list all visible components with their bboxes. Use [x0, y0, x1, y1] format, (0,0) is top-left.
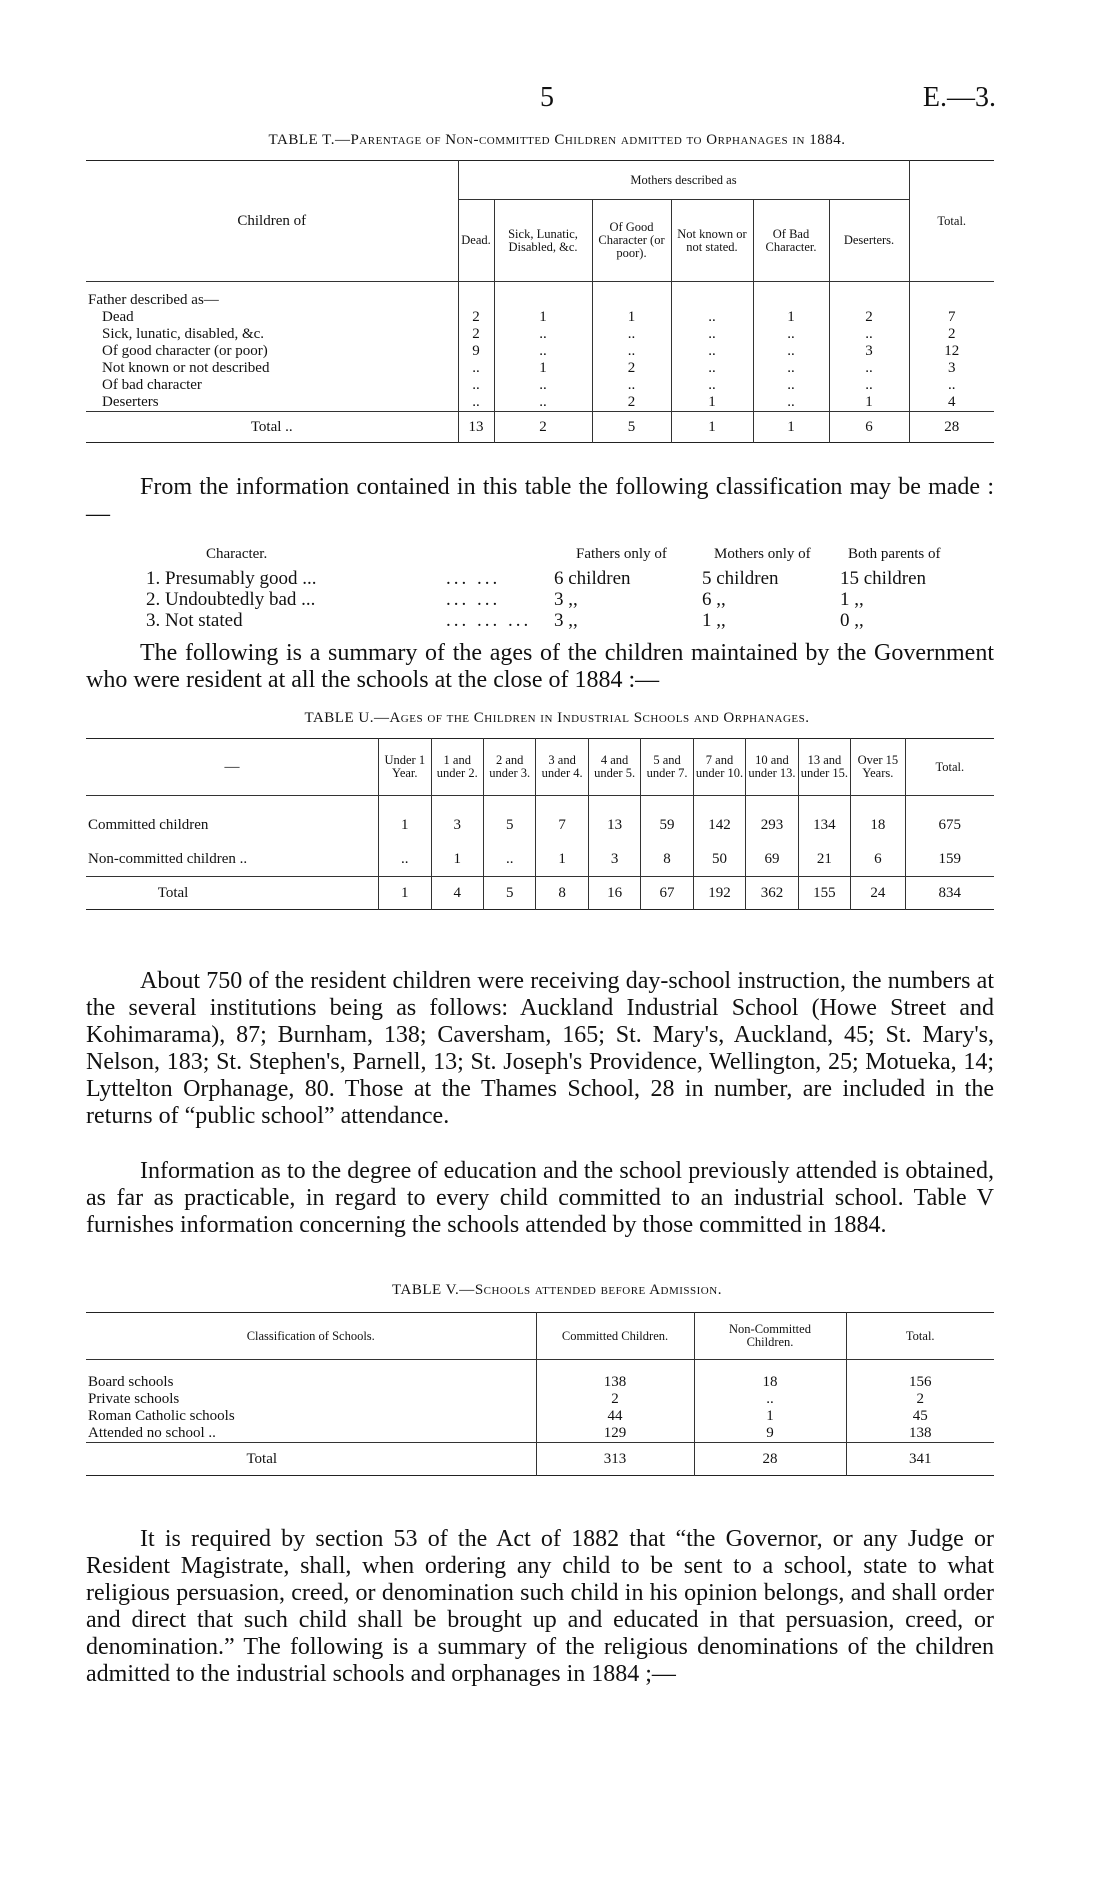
- table-v-non-committed: ..: [694, 1391, 846, 1408]
- classification-label: 2. Undoubtedly bad ...: [146, 589, 316, 610]
- table-v-total-committed: 313: [536, 1443, 694, 1476]
- table-t-row-total: 2: [909, 326, 994, 343]
- table-t-total-cell: 5: [592, 412, 671, 443]
- classification-fathers: 3 ,,: [554, 610, 578, 631]
- table-t-row-label: Not known or not described: [102, 360, 270, 376]
- table-t-total-cell: 1: [753, 412, 829, 443]
- table-row: [86, 309, 994, 326]
- table-t-cell: 1: [671, 394, 753, 412]
- table-u-column-header: Over 15 Years.: [851, 739, 905, 796]
- table-u-total-cell: 24: [851, 877, 905, 910]
- table-t-cell: ..: [753, 377, 829, 394]
- table-v-column-header: Committed Children.: [536, 1313, 694, 1360]
- table-u-cell: 6: [851, 842, 905, 877]
- table-v-grand-total: 341: [846, 1443, 994, 1476]
- table-u-total-header: Total.: [905, 739, 994, 796]
- table-u-title: TABLE U.—Ages of the Children in Industrial Schools and Orphanages.: [304, 710, 810, 726]
- table-v: [86, 1312, 994, 1476]
- table-u-column-header: 2 and under 3.: [483, 739, 535, 796]
- table-v-committed: 2: [536, 1391, 694, 1408]
- table-v-non-committed: 9: [694, 1425, 846, 1443]
- table-u-cell: ..: [483, 842, 535, 877]
- empty-cell: [671, 282, 753, 310]
- classification-fathers: 3 ,,: [554, 589, 578, 610]
- table-u-cell: 8: [641, 842, 693, 877]
- classification-mothers: 1 ,,: [702, 610, 726, 631]
- table-u-total-cell: 1: [379, 877, 431, 910]
- table-v-title: TABLE V.—Schools attended before Admission.: [392, 1282, 722, 1298]
- table-t: [86, 160, 994, 443]
- table-t-row-label: Sick, lunatic, disabled, &c.: [102, 326, 265, 342]
- classification-dots: ... ...: [446, 589, 501, 610]
- classification-dots: ... ...: [446, 568, 501, 589]
- table-v-row-label: Private schools: [88, 1391, 180, 1407]
- empty-cell: [458, 282, 494, 310]
- table-t-cell: 1: [494, 360, 592, 377]
- table-u-cell: 69: [746, 842, 798, 877]
- classification-both: 0 ,,: [840, 610, 864, 631]
- table-row: [86, 282, 994, 310]
- table-v-row-label: Attended no school ..: [88, 1425, 216, 1441]
- paragraph-1: From the information contained in this table the following classification may be made :—: [86, 474, 994, 527]
- table-v-total-label: Total: [246, 1450, 278, 1467]
- table-t-column-header: Of Good Character (or poor).: [592, 200, 671, 282]
- table-t-row-total: 12: [909, 343, 994, 360]
- table-u-cell: 1: [431, 842, 483, 877]
- table-row: [86, 360, 994, 377]
- table-v-row-total: 45: [846, 1408, 994, 1425]
- table-row: [86, 394, 994, 412]
- table-t-cell: ..: [671, 360, 753, 377]
- table-t-cell: 2: [458, 326, 494, 343]
- table-v-total-row: [86, 1443, 994, 1476]
- table-t-column-header: Of Bad Character.: [753, 200, 829, 282]
- table-t-column-header: Deserters.: [829, 200, 909, 282]
- table-t-cell: ..: [671, 343, 753, 360]
- table-t-row-label: Of good character (or poor): [102, 343, 268, 359]
- table-row: [86, 326, 994, 343]
- classification-both: 1 ,,: [840, 589, 864, 610]
- table-t-total-row: [86, 412, 994, 443]
- table-t-cell: 3: [829, 343, 909, 360]
- empty-cell: [909, 282, 994, 310]
- table-t-grand-total: 28: [909, 412, 994, 443]
- table-u-cell: 142: [693, 796, 745, 843]
- table-t-cell: ..: [494, 394, 592, 412]
- table-t-cell: ..: [671, 377, 753, 394]
- table-u-total-cell: 16: [588, 877, 640, 910]
- table-t-row-header: Children of: [237, 212, 307, 229]
- table-v-committed: 129: [536, 1425, 694, 1443]
- table-v-non-committed: 1: [694, 1408, 846, 1425]
- classification-header: Fathers only of: [576, 546, 667, 562]
- classification-dots: ... ... ...: [446, 610, 532, 631]
- table-t-cell: 1: [592, 309, 671, 326]
- table-t-title: TABLE T.—Parentage of Non-committed Children admitted to Orphanages in 1884.: [268, 132, 846, 148]
- table-u-cell: 134: [798, 796, 850, 843]
- table-row: [86, 343, 994, 360]
- table-u-cell: 18: [851, 796, 905, 843]
- table-t-cell: 2: [592, 394, 671, 412]
- table-v-committed: 44: [536, 1408, 694, 1425]
- classification-both: 15 children: [840, 568, 927, 589]
- table-t-total-cell: 6: [829, 412, 909, 443]
- table-t-total-header: Total.: [909, 161, 994, 282]
- table-u-row-total: 675: [905, 796, 994, 843]
- table-u-total-cell: 192: [693, 877, 745, 910]
- empty-cell: [829, 282, 909, 310]
- table-t-total-cell: 1: [671, 412, 753, 443]
- table-v-row-total: 138: [846, 1425, 994, 1443]
- table-t-cell: 2: [458, 309, 494, 326]
- classification-label: 1. Presumably good ...: [146, 568, 317, 589]
- table-u-column-header: Under 1 Year.: [379, 739, 431, 796]
- table-t-cell: ..: [458, 394, 494, 412]
- table-t-cell: ..: [592, 343, 671, 360]
- table-u-column-header: 4 and under 5.: [588, 739, 640, 796]
- table-u-cell: 5: [483, 796, 535, 843]
- table-t-row-total: ..: [909, 377, 994, 394]
- table-u-cell: 3: [588, 842, 640, 877]
- table-v-committed: 138: [536, 1360, 694, 1392]
- table-v-non-committed: 18: [694, 1360, 846, 1392]
- table-u-grand-total: 834: [905, 877, 994, 910]
- table-v-row-label: Board schools: [88, 1374, 174, 1390]
- classification-fathers: 6 children: [554, 568, 631, 589]
- classification-label: 3. Not stated: [146, 610, 243, 631]
- table-u-total-cell: 155: [798, 877, 850, 910]
- table-u-total-row: [86, 877, 994, 910]
- table-t-cell: 1: [753, 309, 829, 326]
- table-v-row-label: Roman Catholic schools: [88, 1408, 235, 1424]
- table-row: [86, 842, 994, 877]
- table-u-column-header: 1 and under 2.: [431, 739, 483, 796]
- table-t-row-label: Deserters: [102, 394, 159, 410]
- table-t-cell: 9: [458, 343, 494, 360]
- table-t-cell: 2: [592, 360, 671, 377]
- table-t-cell: ..: [671, 326, 753, 343]
- table-u-column-header: 3 and under 4.: [536, 739, 588, 796]
- paragraph-5: It is required by section 53 of the Act of 1882 that “the Governor, or any Judge or Resident Magistrate, shall, when ordering any child to be sent to a school, state to what religious persuasion, creed, or denomination such child in his opinion belongs, and shall order and direct that such child shall be brought up and educated in that persuasion, creed, or denomination.” The following is a summary of the religious denominations of the children admitted to the industrial schools and orphanages in 1884 ;—: [86, 1526, 994, 1687]
- table-u-cell: 59: [641, 796, 693, 843]
- table-v-row-total: 2: [846, 1391, 994, 1408]
- table-t-cell: ..: [494, 343, 592, 360]
- table-v-column-header: Classification of Schools.: [246, 1328, 375, 1343]
- table-t-cell: 2: [829, 309, 909, 326]
- classification-mothers: 6 ,,: [702, 589, 726, 610]
- table-t-row-total: 4: [909, 394, 994, 412]
- table-row: [86, 377, 994, 394]
- table-u-column-header: 10 and under 13.: [746, 739, 798, 796]
- table-t-cell: 1: [494, 309, 592, 326]
- table-t-group-header: Mothers described as: [458, 161, 909, 200]
- table-t-section-label: Father described as—: [88, 292, 219, 308]
- table-row: [86, 1391, 994, 1408]
- table-t-column-header: Not known or not stated.: [671, 200, 753, 282]
- table-t-row-label: Dead: [102, 309, 134, 325]
- classification-table: [86, 546, 994, 636]
- document-reference: E.—3.: [922, 82, 996, 113]
- paragraph-4: Information as to the degree of education and the school previously attended is obtained, as far as practicable, in regard to every child committed to an industrial school. Table V furnishes information concerning the schools attended by those committed in 1884.: [86, 1158, 994, 1238]
- classification-header: Character.: [206, 546, 268, 562]
- table-u-cell: 1: [536, 842, 588, 877]
- table-t-cell: ..: [592, 326, 671, 343]
- table-t-cell: ..: [753, 360, 829, 377]
- table-v-column-header: Total.: [846, 1313, 994, 1360]
- table-t-row-total: 7: [909, 309, 994, 326]
- classification-header: Both parents of: [848, 546, 941, 562]
- classification-mothers: 5 children: [702, 568, 779, 589]
- table-t-cell: 1: [829, 394, 909, 412]
- table-u-corner: —: [224, 758, 240, 775]
- table-t-cell: ..: [829, 326, 909, 343]
- table-t-cell: ..: [458, 377, 494, 394]
- empty-cell: [753, 282, 829, 310]
- table-t-total-label: Total ..: [250, 418, 293, 435]
- table-v-column-header: Non-Committed Children.: [694, 1313, 846, 1360]
- table-u-cell: 13: [588, 796, 640, 843]
- table-t-cell: ..: [494, 326, 592, 343]
- table-row: [86, 1408, 994, 1425]
- table-t-column-header: Sick, Lunatic, Disabled, &c.: [494, 200, 592, 282]
- table-u-total-cell: 4: [431, 877, 483, 910]
- table-u-row-label: Non-committed children ..: [88, 850, 248, 867]
- table-u-total-cell: 5: [483, 877, 535, 910]
- page-header: [0, 82, 1114, 112]
- table-u-cell: 7: [536, 796, 588, 843]
- table-t-total-cell: 13: [458, 412, 494, 443]
- table-row: [86, 1360, 994, 1392]
- table-u-row-label: Committed children: [88, 816, 209, 833]
- table-u-cell: ..: [379, 842, 431, 877]
- table-t-cell: ..: [592, 377, 671, 394]
- table-t-cell: ..: [829, 360, 909, 377]
- table-u-cell: 21: [798, 842, 850, 877]
- table-u-total-cell: 8: [536, 877, 588, 910]
- table-t-row-label: Of bad character: [102, 377, 202, 393]
- table-t-cell: ..: [671, 309, 753, 326]
- table-u-column-header: 5 and under 7.: [641, 739, 693, 796]
- paragraph-2: The following is a summary of the ages of the children maintained by the Government who were resident at all the schools at the close of 1884 :—: [86, 640, 994, 693]
- table-u-cell: 50: [693, 842, 745, 877]
- classification-header: Mothers only of: [714, 546, 811, 562]
- table-v-total-non-committed: 28: [694, 1443, 846, 1476]
- table-t-cell: ..: [829, 377, 909, 394]
- empty-cell: [494, 282, 592, 310]
- table-u-cell: 1: [379, 796, 431, 843]
- table-u-total-label: Total: [157, 884, 189, 901]
- table-t-cell: ..: [458, 360, 494, 377]
- table-t-cell: ..: [753, 343, 829, 360]
- paragraph-3: About 750 of the resident children were receiving day-school instruction, the numbers at the several institutions being as follows: Auckland Industrial School (Howe Street and Kohimarama), 87; Burnham, 138; Caversham, 165; St. Mary's, Auckland, 45; St. Mary's, Nelson, 183; St. Stephen's, Parnell, 13; St. Joseph's Providence, Wellington, 25; Motueka, 14; Lyttelton Orphanage, 80. Those at the Thames School, 28 in number, are included in the returns of “public school” attendance.: [86, 968, 994, 1129]
- table-v-row-total: 156: [846, 1360, 994, 1392]
- table-u-total-cell: 362: [746, 877, 798, 910]
- table-row: [86, 1425, 994, 1443]
- table-u: [86, 738, 994, 910]
- table-t-column-header: Dead.: [458, 200, 494, 282]
- table-t-row-total: 3: [909, 360, 994, 377]
- table-row: [86, 796, 994, 843]
- empty-cell: [592, 282, 671, 310]
- page-number: 5: [540, 82, 554, 113]
- table-u-total-cell: 67: [641, 877, 693, 910]
- table-u-cell: 293: [746, 796, 798, 843]
- table-u-cell: 3: [431, 796, 483, 843]
- table-u-column-header: 7 and under 10.: [693, 739, 745, 796]
- table-t-cell: ..: [753, 394, 829, 412]
- table-u-row-total: 159: [905, 842, 994, 877]
- table-u-column-header: 13 and under 15.: [798, 739, 850, 796]
- table-t-total-cell: 2: [494, 412, 592, 443]
- table-t-cell: ..: [494, 377, 592, 394]
- table-t-cell: ..: [753, 326, 829, 343]
